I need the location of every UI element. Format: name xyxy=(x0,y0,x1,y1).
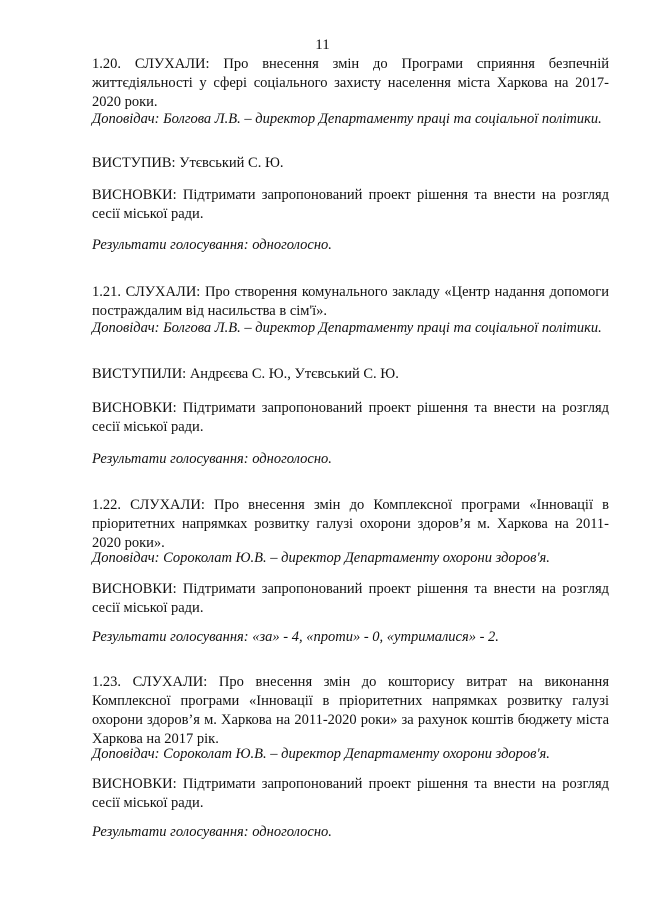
item-1-20-heard: 1.20. СЛУХАЛИ: Про внесення змін до Програми сприяння безпечній життєдіяльності у сфері соціального захисту населення міста Харкова на 2017-2020 роки. xyxy=(92,56,609,110)
item-1-21-heard: 1.21. СЛУХАЛИ: Про створення комунального закладу «Центр надання допомоги постраждалим від насильства в сім'ї». xyxy=(92,284,609,319)
item-1-22-speaker: Доповідач: Сороколат Ю.В. – директор Департаменту охорони здоров'я. xyxy=(92,550,550,566)
item-1-22-voting: Результати голосування: «за» - 4, «проти» - 0, «утрималися» - 2. xyxy=(92,629,499,645)
item-1-20-conclusions: ВИСНОВКИ: Підтримати запропонований проект рішення та внести на розгляд сесії міської ради. xyxy=(92,187,609,222)
page-number: 11 xyxy=(315,37,330,53)
item-1-21-voting: Результати голосування: одноголосно. xyxy=(92,451,332,467)
item-1-23-speaker: Доповідач: Сороколат Ю.В. – директор Департаменту охорони здоров'я. xyxy=(92,746,550,762)
item-1-23-heard: 1.23. СЛУХАЛИ: Про внесення змін до кошторису витрат на виконання Комплексної програми «Інновації в пріоритетних напрямках розвитку галузі охорони здоров’я м. Харкова на 2011-2020 роки» за рахунок коштів бюджету міста Харкова на 2017 рік. xyxy=(92,674,609,747)
item-1-20-speaker: Доповідач: Болгова Л.В. – директор Департаменту праці та соціальної політики. xyxy=(92,111,602,127)
item-1-23-voting: Результати голосування: одноголосно. xyxy=(92,824,332,840)
item-1-22-conclusions: ВИСНОВКИ: Підтримати запропонований проект рішення та внести на розгляд сесії міської ради. xyxy=(92,581,609,616)
item-1-21-speaker: Доповідач: Болгова Л.В. – директор Департаменту праці та соціальної політики. xyxy=(92,320,602,336)
item-1-21-conclusions: ВИСНОВКИ: Підтримати запропонований проект рішення та внести на розгляд сесії міської ради. xyxy=(92,400,609,435)
item-1-20-spoke: ВИСТУПИВ: Утєвський С. Ю. xyxy=(92,155,284,171)
item-1-22-heard: 1.22. СЛУХАЛИ: Про внесення змін до Комплексної програми «Інновації в пріоритетних напрямках розвитку галузі охорони здоров’я м. Харкова на 2011-2020 роки». xyxy=(92,497,609,551)
item-1-23-conclusions: ВИСНОВКИ: Підтримати запропонований проект рішення та внести на розгляд сесії міської ради. xyxy=(92,776,609,811)
item-1-21-spoke: ВИСТУПИЛИ: Андрєєва С. Ю., Утєвський С. Ю. xyxy=(92,366,399,382)
item-1-20-voting: Результати голосування: одноголосно. xyxy=(92,237,332,253)
